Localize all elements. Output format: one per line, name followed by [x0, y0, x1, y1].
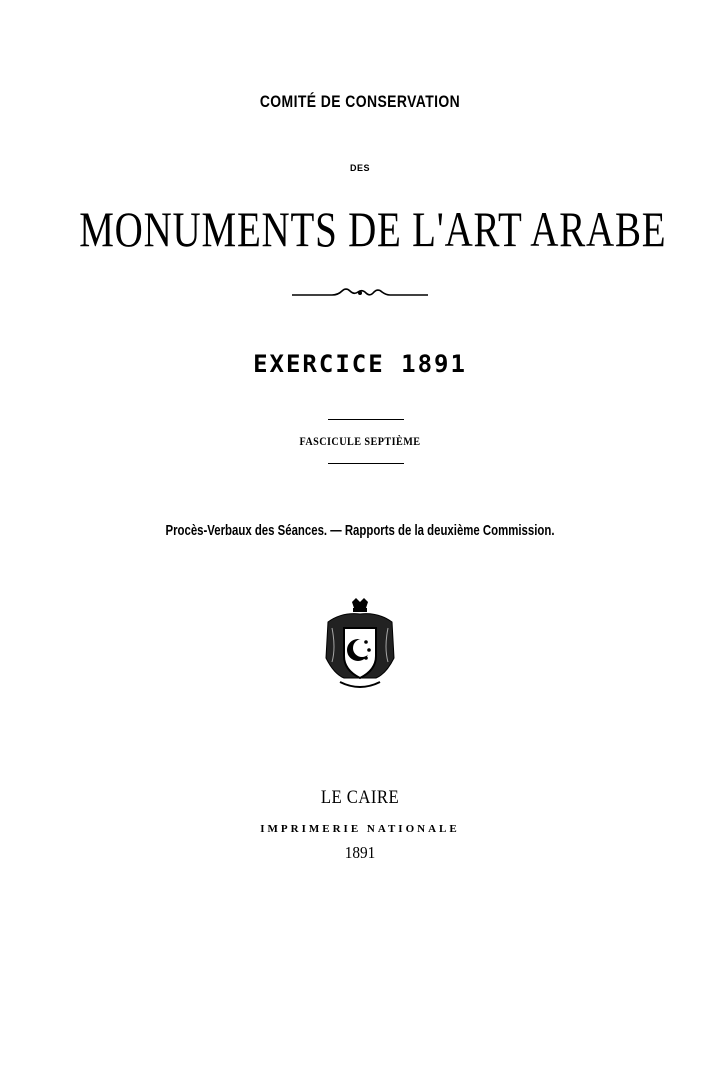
connector-word: DES	[349, 163, 370, 173]
divider-top	[328, 419, 404, 420]
imprint-city: LE CAIRE	[320, 787, 400, 808]
exercise-year-heading: EXERCICE 1891	[253, 350, 467, 378]
subtitle: Procès-Verbaux des Séances. — Rapports de la deuxième Commission.	[165, 522, 555, 539]
imprint-year: 1891	[344, 843, 376, 862]
ornamental-flourish-icon	[292, 286, 428, 302]
divider-bottom	[328, 463, 404, 464]
coat-of-arms-emblem-icon	[322, 598, 398, 692]
fascicule-label: FASCICULE SEPTIÈME	[299, 434, 421, 448]
committee-heading: COMITÉ DE CONSERVATION	[259, 92, 461, 111]
main-title: MONUMENTS DE L'ART ARABE	[79, 201, 667, 257]
imprint-printer: IMPRIMERIE NATIONALE	[260, 823, 460, 835]
